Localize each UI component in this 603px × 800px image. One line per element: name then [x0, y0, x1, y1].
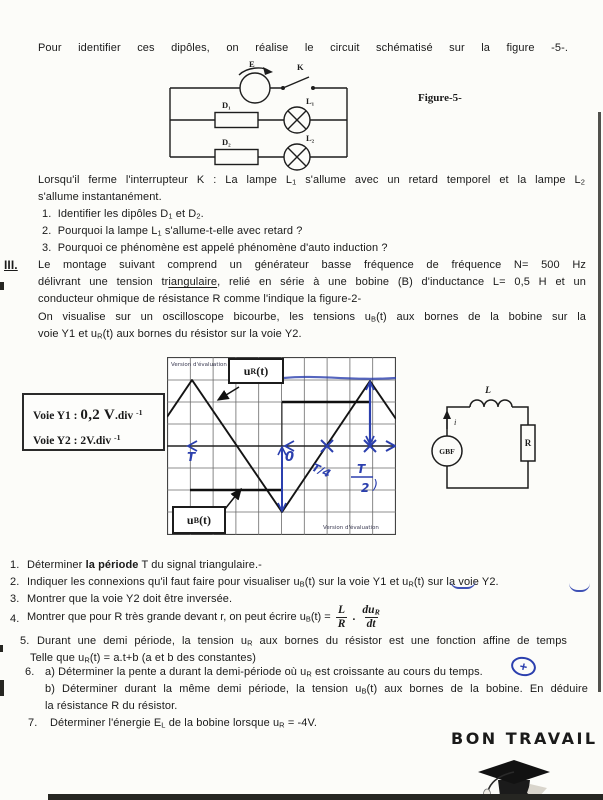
- pen-circled-plus-mark: +: [509, 655, 537, 679]
- scan-edge-bottom: [48, 794, 603, 800]
- q4-text: Montrer que pour R très grande devant r, on peut écrire $u_B(t)$ = $\frac{L}{R}$ . $\frac{du_R}{dt}$: [27, 603, 380, 630]
- figure5-diagram: [163, 58, 358, 171]
- generator-label: E: [249, 59, 255, 69]
- switch-label: K: [297, 62, 304, 72]
- d1-label: D₁: [222, 100, 231, 110]
- pen-label-zero: 0: [285, 450, 295, 465]
- switch-contact-left: [281, 86, 285, 90]
- ub-label-box: u B (t): [172, 506, 226, 534]
- q3-text: Montrer que la voie Y2 doit être inversée.: [27, 593, 233, 605]
- switch-contact-right: [311, 86, 315, 90]
- q2-text: Indiquer les connexions qu'il faut faire pour visualiser $u_B(t)$ sur la voie Y1 et $u_R(t)$ sur la voie Y2.: [27, 576, 499, 589]
- scan-mark: [0, 282, 4, 290]
- l2-label: L₂: [306, 133, 315, 143]
- resistor-label: R: [524, 438, 532, 448]
- figure5-caption: Figure-5-: [418, 92, 462, 104]
- section-numeral: III.: [4, 258, 18, 272]
- q1-number: 1.: [10, 559, 20, 571]
- q6-number: 6.: [25, 666, 35, 678]
- section3-p2-line2: voie Y1 et $u_R(t)$ aux bornes du résistor sur la voie Y2.: [38, 328, 302, 341]
- section3-p1-line2: délivrant une tension triangulaire, relié en série à une bobine (B) d'inductance L= 0,5 H et un: [38, 276, 586, 288]
- q5-number: 5.: [20, 635, 30, 647]
- q7-number: 7.: [28, 717, 38, 729]
- question-item: 1. Identifier les dipôles $D_1$ et $D_2$.: [42, 208, 204, 221]
- circuit2-diagram: [425, 373, 550, 495]
- current-arrowhead: [443, 410, 451, 419]
- q7-text: Déterminer l'énergie $E_L$ de la bobine lorsque $u_R = -4V$.: [50, 717, 318, 730]
- section3-p2-line1: On visualise sur un oscilloscope bicourbe, les tensions $u_B(t)$ aux bornes de la bobine sur la: [38, 311, 586, 324]
- q4-fraction-2: $\frac{du_R}{dt}$: [362, 603, 380, 630]
- q4-number: 4.: [10, 613, 20, 625]
- pen-label-T4: T/4: [309, 460, 333, 481]
- q6b-text-line1: b) Déterminer durant la même demi période, la tension $u_B(t)$ aux bornes de la bobine. En déduire: [45, 683, 588, 696]
- q5-text-line2: Telle que $u_R(t) = a.t+b$ (a et b des constantes): [30, 652, 256, 665]
- scan-edge-right: [598, 112, 601, 692]
- current-label: i: [454, 417, 457, 427]
- inductor-coil: [470, 400, 512, 407]
- dipole-d1: [215, 113, 258, 128]
- paragraph-k-line2: s'allume instantanément.: [38, 191, 162, 203]
- q2-number: 2.: [10, 576, 20, 588]
- voie-y1-setting: Voie Y1 : 0,2 V.div $^{-1}$: [33, 406, 143, 423]
- bon-travail-text: BON TRAVAIL: [451, 729, 598, 748]
- section3-p1-line1: Le montage suivant comprend un générateur basse fréquence de fréquence N= 500 Hz: [38, 259, 586, 271]
- generator-symbol: [240, 73, 270, 103]
- q3-number: 3.: [10, 593, 20, 605]
- scan-mark: [0, 680, 4, 696]
- gbf-label: GBF: [439, 447, 455, 456]
- q6b-text-line2: la résistance R du résistor.: [45, 700, 178, 712]
- q5-text-line1: Durant une demi période, la tension $u_R$ aux bornes du résistor est une fonction affine de temps: [37, 635, 568, 648]
- dipole-d2: [215, 150, 258, 165]
- d2-label: D₂: [222, 137, 231, 147]
- paragraph-k-line1: Lorsqu'il ferme l'interrupteur K : La lampe $L_1$ s'allume avec un retard temporel et la lampe $L_2$: [38, 174, 585, 187]
- pen-smile-mark: [569, 583, 590, 592]
- q4-dot: .: [352, 611, 356, 623]
- q1-text: Déterminer la période T du signal triangulaire.-: [27, 559, 262, 571]
- generator-arrowhead: [263, 67, 273, 75]
- pen-label-T: T: [187, 450, 196, 464]
- q6a-text: a) Déterminer la pente a durant la demi-période où $u_R$ est croissante au cours du temps.: [45, 666, 483, 679]
- watermark-text: Version d'évaluation: [323, 525, 379, 531]
- question-item: 3. Pourquoi ce phénomène est appelé phénomène d'auto induction ?: [42, 242, 388, 254]
- inductor-label: L: [485, 386, 491, 396]
- voie-y2-setting: Voie Y2 : 2V.div $^{-1}$: [33, 432, 121, 447]
- voie-settings-box: [22, 393, 165, 451]
- scan-mark: [0, 645, 3, 652]
- q4-fraction-1: $\frac{L}{R}$: [337, 603, 346, 630]
- pen-label-paren: ): [373, 478, 379, 493]
- watermark-text: Version d'évaluation: [171, 362, 227, 368]
- intro-line: Pour identifier ces dipôles, on réalise le circuit schématisé sur la figure -5-.: [38, 42, 568, 54]
- l1-label: L₁: [306, 96, 315, 106]
- question-item: 2. Pourquoi la lampe $L_1$ s'allume-t-elle avec retard ?: [42, 225, 303, 238]
- section3-p1-line3: conducteur ohmique de résistance R comme l'indique la figure-2-: [38, 293, 362, 305]
- pen-label-T2-den: 2: [361, 481, 370, 495]
- figure5-wires: [170, 68, 347, 170]
- circuit2-wire: [447, 407, 470, 436]
- ur-label-box: u R (t): [228, 358, 284, 384]
- switch-lever: [283, 77, 309, 88]
- pen-label-T2-num: T: [357, 462, 366, 476]
- circuit2-wire: [447, 407, 528, 488]
